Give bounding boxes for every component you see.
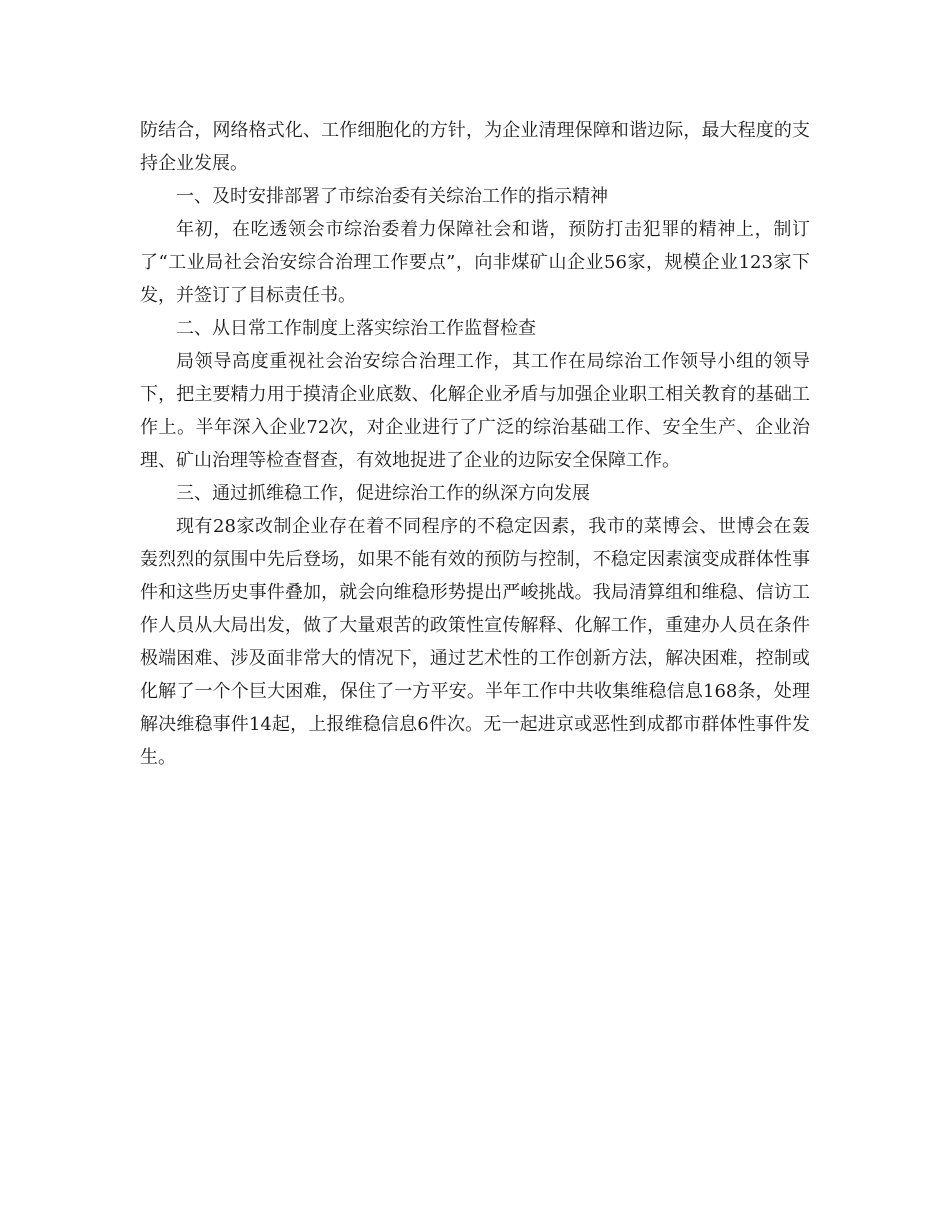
paragraph-section-2: 局领导高度重视社会治安综合治理工作，其工作在局综治工作领导小组的领导下，把主要精力用于摸清企业底数、化解企业矛盾与加强企业职工相关教育的基础工作上。半年深入企业72次，对企业进行了广泛的综治基础工作、安全生产、企业治理、矿山治理等检查督查，有效地捉进了企业的边际安全保障工作。 — [140, 351, 810, 471]
section-heading-1: 一、及时安排部署了市综治委有关综治工作的指示精神 — [176, 186, 608, 207]
document-body — [140, 114, 810, 774]
section-heading-3: 三、通过抓维稳工作，促进综治工作的纵深方向发展 — [176, 483, 590, 504]
paragraph-continuation: 防结合，网络格式化、工作细胞化的方针，为企业清理保障和谐边际，最大程度的支持企业发展。 — [140, 120, 810, 174]
section-heading-2: 二、从日常工作制度上落实综治工作监督检查 — [176, 318, 536, 339]
paragraph-section-1: 年初，在吃透领会市综治委着力保障社会和谐，预防打击犯罪的精神上，制订了“工业局社会治安综合治理工作要点”，向非煤矿山企业56家，规模企业123家下发，并签订了目标责任书。 — [140, 219, 810, 306]
paragraph-section-3: 现有28家改制企业存在着不同程序的不稳定因素，我市的菜博会、世博会在轰轰烈烈的氛围中先后登场，如果不能有效的预防与控制，不稳定因素演变成群体性事件和这些历史事件叠加，就会向维稳形势提出严峻挑战。我局清算组和维稳、信访工作人员从大局出发，做了大量艰苦的政策性宣传解释、化解工作，重建办人员在条件极端困难、涉及面非常大的情况下，通过艺术性的工作创新方法，解决困难，控制或化解了一个个巨大困难，保住了一方平安。半年工作中共收集维稳信息168条，处理解决维稳事件14起，上报维稳信息6件次。无一起进京或恶性到成都市群体性事件发生。 — [140, 516, 810, 768]
